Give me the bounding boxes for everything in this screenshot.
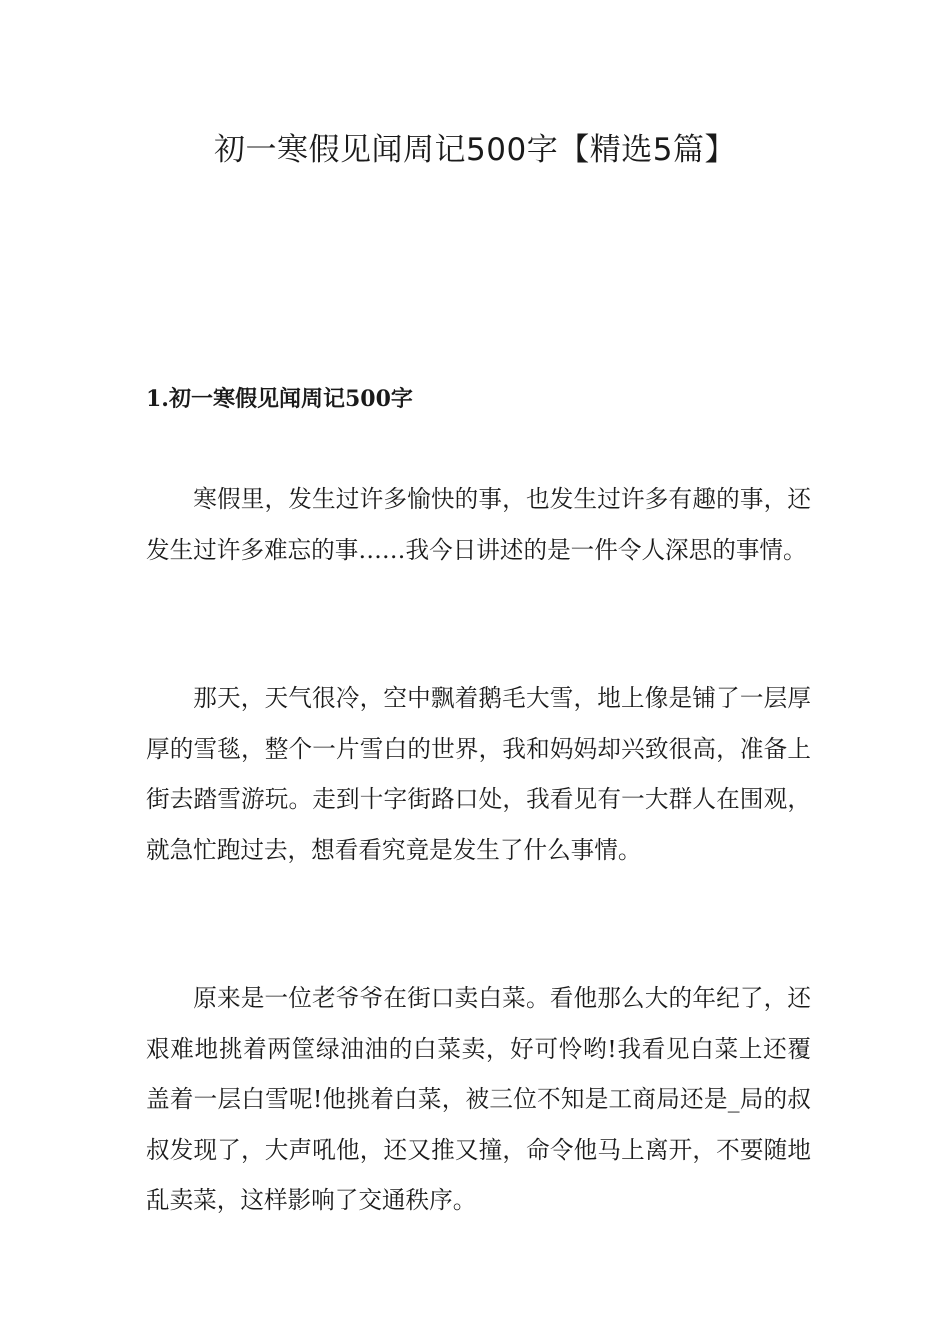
paragraph-1: 寒假里，发生过许多愉快的事，也发生过许多有趣的事，还发生过许多难忘的事……我今日讲述的是一件令人深思的事情。	[146, 485, 811, 564]
paragraph-3: 原来是一位老爷爷在街口卖白菜。看他那么大的年纪了，还艰难地挑着两筐绿油油的白菜卖，好可怜哟!我看见白菜上还覆盖着一层白雪呢!他挑着白菜，被三位不知是工商局还是_局的叔叔发现了，大声吼他，还又推又撞，命令他马上离开，不要随地乱卖菜，这样影响了交通秩序。	[146, 984, 811, 1214]
section-heading: 1.初一寒假见闻周记500字	[146, 386, 413, 412]
paragraph-2: 那天，天气很冷，空中飘着鹅毛大雪，地上像是铺了一层厚厚的雪毯，整个一片雪白的世界，我和妈妈却兴致很高，准备上街去踏雪游玩。走到十字街路口处，我看见有一大群人在围观，就急忙跑过去，想看看究竟是发生了什么事情。	[146, 684, 811, 864]
document-title: 初一寒假见闻周记500字【精选5篇】	[214, 132, 736, 168]
